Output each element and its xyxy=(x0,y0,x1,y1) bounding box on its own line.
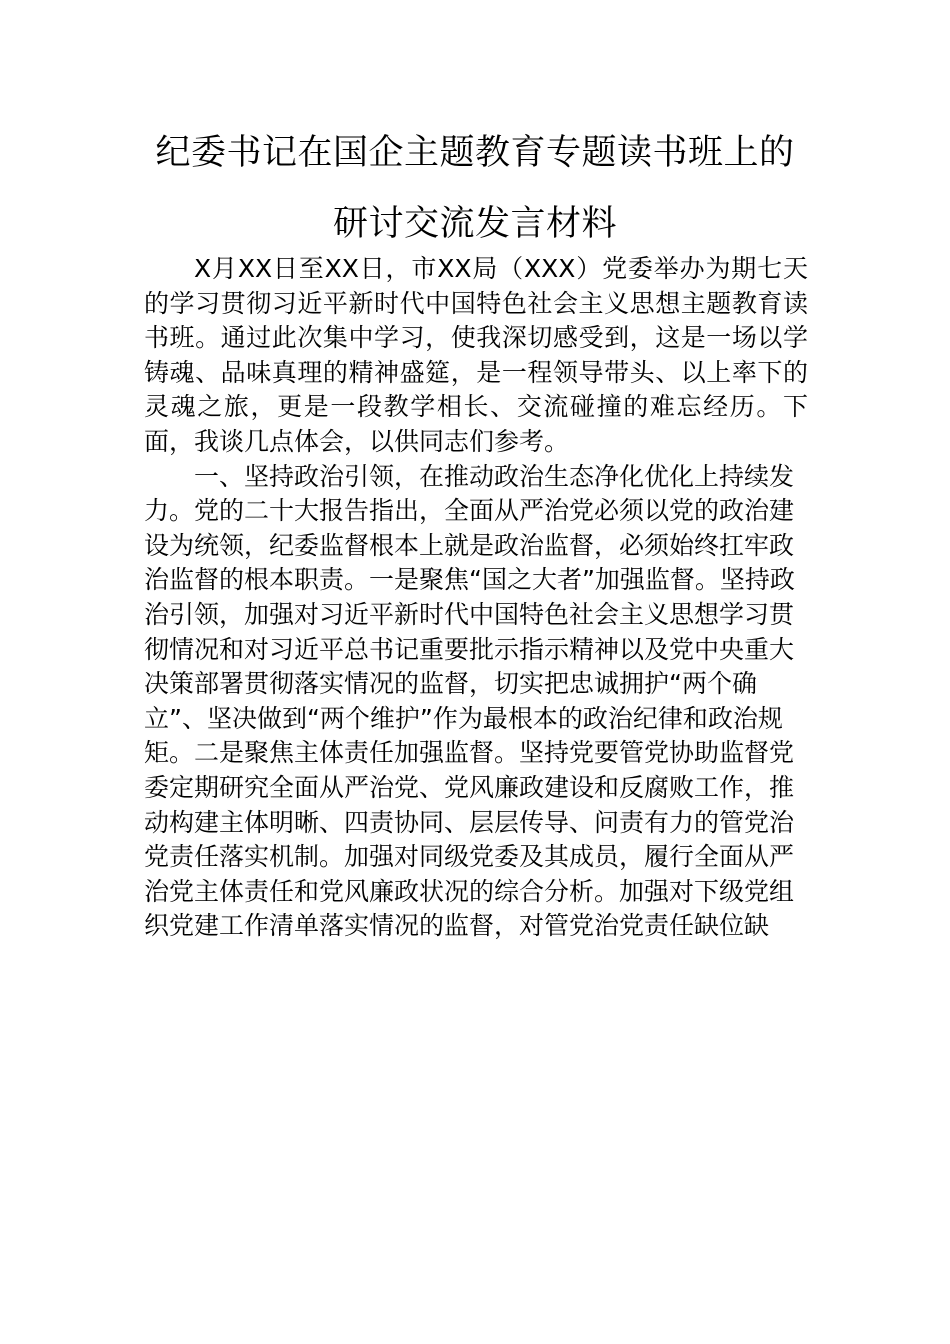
paragraph-section-one: 一、坚持政治引领，在推动政治生态净化优化上持续发力。党的二十大报告指出，全面从严治党必须以党的政治建设为统领，纪委监督根本上就是政治监督，必须始终扛牢政治监督的根本职责。一是聚焦“国之大者”加强监督。坚持政治引领，加强对习近平新时代中国特色社会主义思想学习贯彻情况和对习近平总书记重要批示指示精神以及党中央重大决策部署贯彻落实情况的监督，切实把忠诚拥护“两个确立”、坚决做到“两个维护”作为最根本的政治纪律和政治规矩。二是聚焦主体责任加强监督。坚持党要管党协助监督党委定期研究全面从严治党、党风廉政建设和反腐败工作，推动构建主体明晰、四责协同、层层传导、问责有力的管党治党责任落实机制。加强对同级党委及其成员，履行全面从严治党主体责任和党风廉政状况的综合分析。加强对下级党组织党建工作清单落实情况的监督，对管党治党责任缺位缺 xyxy=(144,461,795,941)
document-body xyxy=(144,252,808,944)
document-title-line-1: 纪委书记在国企主题教育专题读书班上的 xyxy=(155,133,795,173)
paragraph-intro: X月XX日至XX日，市XX局（XXX）党委举办为期七天的学习贯彻习近平新时代中国特色社会主义思想主题教育读书班。通过此次集中学习，使我深切感受到，这是一场以学铸魂、品味真理的精神盛筵，是一程领导带头、以上率下的灵魂之旅，更是一段教学相长、交流碰撞的难忘经历。下面，我谈几点体会，以供同志们参考。 xyxy=(144,254,808,456)
document-title-line-2: 研讨交流发言材料 xyxy=(332,204,617,244)
